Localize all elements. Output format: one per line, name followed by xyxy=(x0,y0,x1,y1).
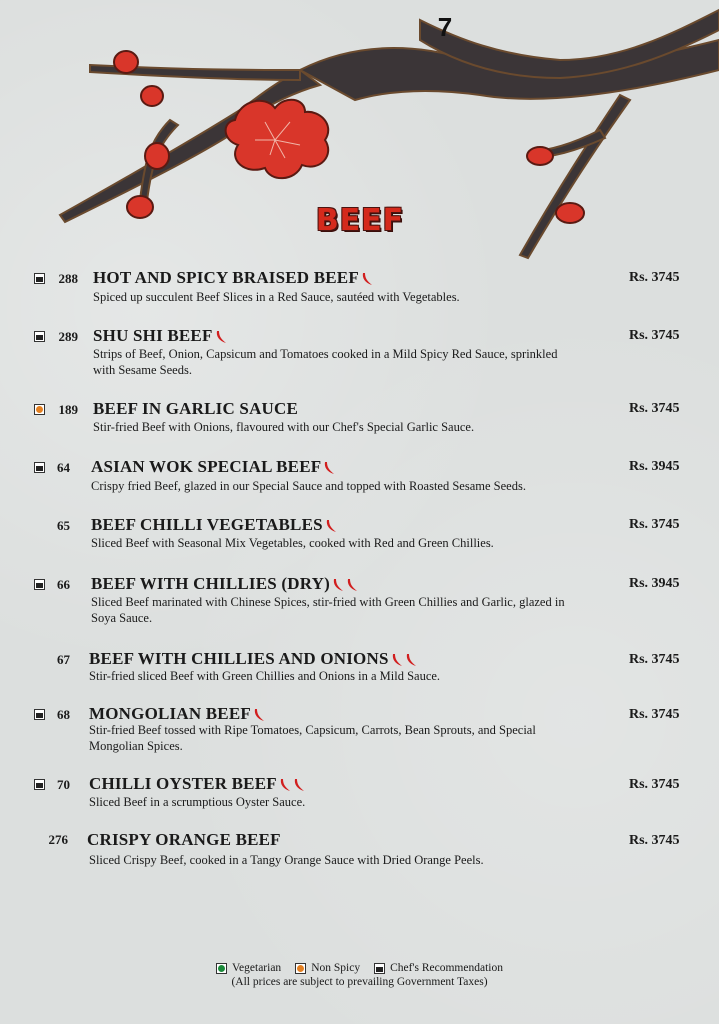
legend xyxy=(0,962,719,988)
item-description: Crispy fried Beef, glazed in our Special Sauce and topped with Roasted Sesame Seeds. xyxy=(91,479,526,493)
item-code: 289 xyxy=(58,329,78,344)
item-code: 64 xyxy=(57,460,70,475)
item-code: 67 xyxy=(57,652,70,667)
item-description: Strips of Beef, Onion, Capsicum and Tomatoes cooked in a Mild Spicy Red Sauce, sprinkled with Sesame Seeds. xyxy=(93,347,558,377)
item-code: 68 xyxy=(57,707,70,722)
item-name: BEEF WITH CHILLIES AND ONIONS xyxy=(89,649,417,669)
item-price: Rs. 3745 xyxy=(629,401,680,416)
item-price: Rs. 3745 xyxy=(629,707,680,722)
item-code: 288 xyxy=(58,271,78,286)
legend-chef-label: Chef's Recommendation xyxy=(390,962,503,974)
chilli-icon xyxy=(391,653,403,667)
legend-vegetarian xyxy=(216,962,281,974)
item-description: Sliced Crispy Beef, cooked in a Tangy Orange Sauce with Dried Orange Peels. xyxy=(89,853,484,867)
chilli-icon xyxy=(346,578,358,592)
item-code: 276 xyxy=(48,832,68,847)
item-name: BEEF WITH CHILLIES (DRY) xyxy=(91,574,358,594)
section-title: BEEF xyxy=(315,203,405,238)
item-name: MONGOLIAN BEEF xyxy=(89,704,265,724)
page-number: 7 xyxy=(437,12,453,42)
chilli-icon xyxy=(405,653,417,667)
item-name: ASIAN WOK SPECIAL BEEF xyxy=(91,457,335,477)
chilli-icon xyxy=(332,578,344,592)
item-name: CHILLI OYSTER BEEF xyxy=(89,774,305,794)
item-description: Sliced Beef with Seasonal Mix Vegetables, cooked with Red and Green Chillies. xyxy=(91,536,494,550)
chilli-icon xyxy=(361,272,373,286)
chilli-icon xyxy=(279,778,291,792)
vegetarian-icon xyxy=(216,963,227,974)
item-price: Rs. 3745 xyxy=(629,777,680,792)
legend-row xyxy=(0,962,719,974)
item-description: Sliced Beef in a scrumptious Oyster Sauce. xyxy=(89,795,306,809)
item-price: Rs. 3945 xyxy=(629,459,680,474)
chilli-icon xyxy=(253,708,265,722)
item-description: Stir-fried Beef tossed with Ripe Tomatoes, Capsicum, Carrots, Bean Sprouts, and Special Mongolian Spices. xyxy=(89,723,536,753)
tax-note: (All prices are subject to prevailing Government Taxes) xyxy=(231,976,488,988)
legend-non-spicy xyxy=(295,962,360,974)
item-price: Rs. 3745 xyxy=(629,833,680,848)
chilli-icon xyxy=(215,330,227,344)
item-description: Stir-fried Beef with Onions, flavoured with our Chef's Special Garlic Sauce. xyxy=(93,420,475,434)
item-price: Rs. 3745 xyxy=(629,328,680,343)
item-description: Spiced up succulent Beef Slices in a Red Sauce, sautéed with Vegetables. xyxy=(93,290,460,304)
item-name: BEEF IN GARLIC SAUCE xyxy=(93,399,299,418)
legend-chef xyxy=(374,962,503,974)
item-code: 70 xyxy=(57,777,70,792)
item-name: BEEF CHILLI VEGETABLES xyxy=(91,515,337,535)
item-price: Rs. 3745 xyxy=(629,517,680,532)
item-name: HOT AND SPICY BRAISED BEEF xyxy=(93,268,373,288)
chef-recommendation-icon xyxy=(374,963,385,974)
item-description: Sliced Beef marinated with Chinese Spices, stir-fried with Green Chillies and Garlic, glazed in Soya Sauce. xyxy=(91,595,565,625)
item-price: Rs. 3945 xyxy=(629,576,680,591)
item-name: CRISPY ORANGE BEEF xyxy=(87,830,281,849)
item-price: Rs. 3745 xyxy=(629,652,680,667)
item-description: Stir-fried sliced Beef with Green Chillies and Onions in a Mild Sauce. xyxy=(89,669,441,683)
item-code: 65 xyxy=(57,518,70,533)
chilli-icon xyxy=(293,778,305,792)
item-code: 189 xyxy=(58,402,78,417)
non-spicy-icon xyxy=(295,963,306,974)
item-price: Rs. 3745 xyxy=(629,270,680,285)
item-code: 66 xyxy=(57,577,70,592)
legend-vegetarian-label: Vegetarian xyxy=(232,962,282,974)
item-name: SHU SHI BEEF xyxy=(93,326,227,346)
chilli-icon xyxy=(325,519,337,533)
legend-non-spicy-label: Non Spicy xyxy=(311,962,361,974)
chilli-icon xyxy=(323,461,335,475)
